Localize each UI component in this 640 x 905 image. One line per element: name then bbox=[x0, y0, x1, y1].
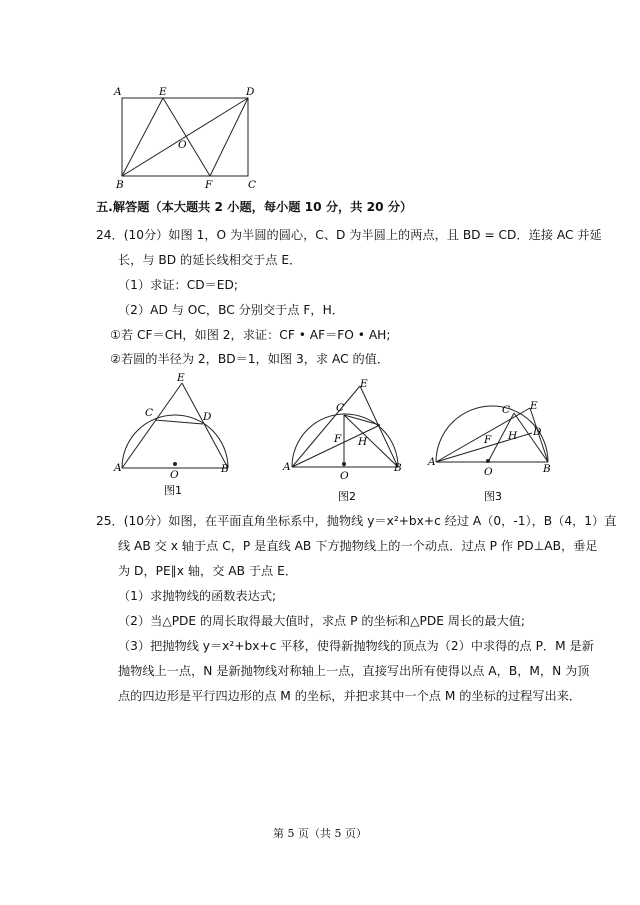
figure-1-caption: 图1 bbox=[164, 484, 182, 497]
label-d: D bbox=[246, 86, 255, 98]
q24-line6: ②若圆的半径为 2，BD＝1，如图 3，求 AC 的值． bbox=[110, 352, 390, 366]
label-b: B bbox=[221, 463, 229, 475]
label-a: A bbox=[114, 86, 122, 98]
label-c: C bbox=[502, 404, 511, 416]
segment-ae bbox=[292, 386, 360, 467]
label-h: H bbox=[508, 430, 518, 442]
q24-line4: （2）AD 与 OC，BC 分别交于点 F，H． bbox=[118, 303, 344, 317]
label-o: O bbox=[340, 470, 349, 482]
label-o: O bbox=[178, 139, 187, 151]
label-a: A bbox=[428, 456, 436, 468]
label-c: C bbox=[145, 407, 154, 419]
q24-line2: 长，与 BD 的延长线相交于点 E． bbox=[118, 253, 302, 267]
figure-1 bbox=[112, 370, 242, 505]
center-dot bbox=[173, 462, 177, 466]
figure-3-caption: 图3 bbox=[484, 490, 502, 503]
segment-ae bbox=[122, 383, 182, 468]
q24-line1: 24．(10分）如图 1，O 为半圆的圆心，C、D 为半圆上的两点，且 BD = CD．连接 AC 并延 bbox=[96, 228, 602, 242]
label-o: O bbox=[484, 466, 493, 478]
label-b: B bbox=[543, 463, 551, 475]
label-c: C bbox=[248, 179, 257, 191]
rectangle-figure bbox=[110, 84, 270, 194]
label-d: D bbox=[203, 411, 212, 423]
q25-line3: 为 D，PE∥x 轴，交 AB 于点 E． bbox=[118, 564, 298, 578]
label-h: H bbox=[358, 436, 368, 448]
label-a: A bbox=[283, 461, 291, 473]
label-o: O bbox=[170, 469, 179, 481]
q25-line5: （2）当△PDE 的周长取得最大值时，求点 P 的坐标和△PDE 周长的最大值; bbox=[118, 614, 526, 628]
label-e: E bbox=[159, 86, 167, 98]
segment-be bbox=[182, 383, 228, 468]
label-c: C bbox=[336, 402, 345, 414]
label-e: E bbox=[530, 400, 538, 412]
section-heading: 五.解答题（本大题共 2 小题，每小题 10 分，共 20 分） bbox=[96, 200, 413, 214]
q25-line1: 25．(10分）如图，在平面直角坐标系中，抛物线 y＝x²+bx+c 经过 A（0，-1），B（4，1）直 bbox=[96, 514, 617, 528]
label-b: B bbox=[394, 462, 402, 474]
label-f: F bbox=[334, 433, 342, 445]
center-dot bbox=[342, 462, 346, 466]
q25-line8: 点的四边形是平行四边形的点 M 的坐标，并把求其中一个点 M 的坐标的过程写出来． bbox=[118, 689, 582, 703]
page-footer: 第 5 页（共 5 页） bbox=[273, 827, 367, 840]
segment-ef bbox=[163, 98, 210, 176]
label-e: E bbox=[360, 378, 368, 390]
label-f: F bbox=[205, 179, 213, 191]
figure-2 bbox=[280, 375, 410, 510]
figure-3 bbox=[426, 395, 556, 510]
q25-line7: 抛物线上一点，N 是新抛物线对称轴上一点，直接写出所有使得以点 A，B，M，N 为顶 bbox=[118, 664, 590, 678]
label-e: E bbox=[177, 372, 185, 384]
label-b: B bbox=[116, 179, 124, 191]
q25-line4: （1）求抛物线的函数表达式; bbox=[118, 589, 277, 603]
q24-line5: ①若 CF＝CH，如图 2，求证：CF • AF＝FO • AH; bbox=[110, 328, 391, 342]
segment-cd bbox=[155, 420, 203, 424]
segment-be bbox=[360, 386, 398, 467]
center-dot bbox=[486, 459, 490, 463]
label-d: D bbox=[533, 426, 542, 438]
semicircle bbox=[122, 415, 228, 468]
q24-line3: （1）求证：CD＝ED; bbox=[118, 278, 238, 292]
q25-line6: （3）把抛物线 y＝x²+bx+c 平移，使得新抛物线的顶点为（2）中求得的点 P．M 是新 bbox=[118, 639, 594, 653]
figure-2-caption: 图2 bbox=[338, 490, 356, 503]
label-a: A bbox=[114, 462, 122, 474]
q25-line2: 线 AB 交 x 轴于点 C，P 是直线 AB 下方抛物线上的一个动点．过点 P 作 PD⊥AB，垂足 bbox=[118, 539, 598, 553]
label-f: F bbox=[484, 434, 492, 446]
segment-eb bbox=[122, 98, 163, 176]
